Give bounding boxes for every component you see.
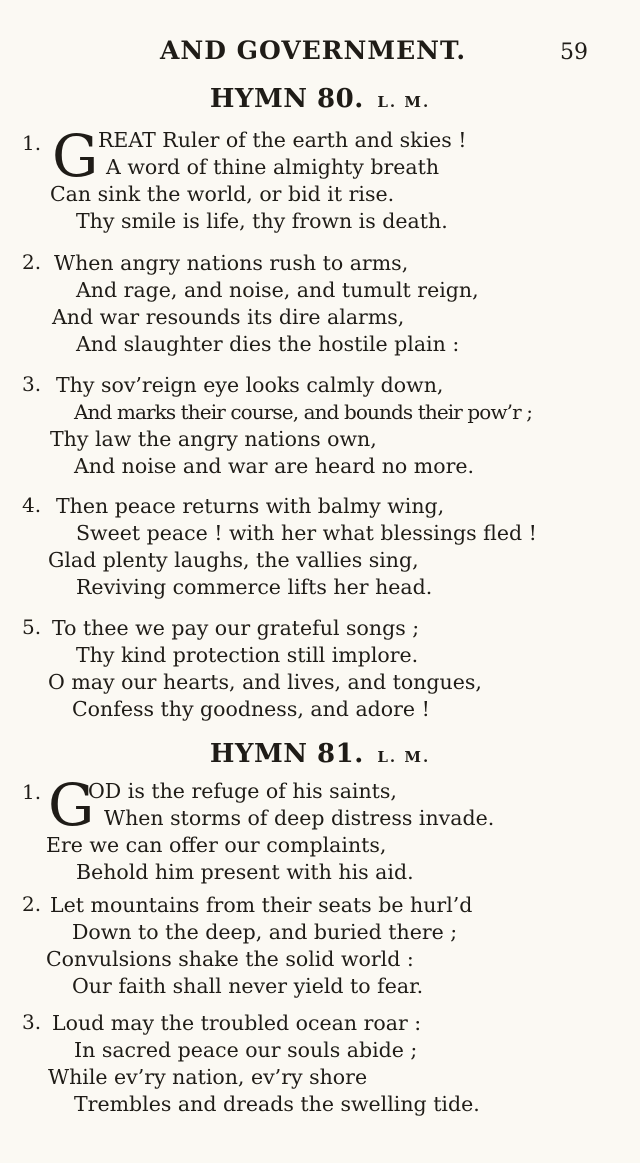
hymn-meter: L. M. [377,748,431,766]
hymn-title-text: HYMN 81. [209,739,364,769]
verse-line: And noise and war are heard no more. [74,454,475,478]
hymn-81-title [0,739,640,769]
drop-cap: G [52,122,99,190]
stanza-number: 3. [22,372,42,396]
verse-line: Reviving commerce lifts her head. [76,575,433,599]
stanza-number: 2. [22,250,42,274]
verse-line: A word of thine almighty breath [106,155,440,179]
verse-line: Thy law the angry nations own, [50,427,377,451]
verse-line: REAT Ruler of the earth and skies ! [98,128,467,152]
hymn-meter: L. M. [377,93,431,111]
verse-line: Loud may the troubled ocean roar : [52,1011,422,1035]
stanza-number: 5. [22,615,42,639]
verse-line: Convulsions shake the solid world : [46,947,414,971]
stanza-number: 4. [22,493,42,517]
verse-line: OD is the refuge of his saints, [88,779,397,803]
verse-line: Confess thy goodness, and adore ! [72,697,430,721]
verse-line: Down to the deep, and buried there ; [72,920,458,944]
page-number: 59 [560,40,588,65]
verse-line: Can sink the world, or bid it rise. [50,182,395,206]
running-head [0,36,640,70]
verse-line: Behold him present with his aid. [76,860,414,884]
verse-line: Thy kind protection still implore. [76,643,419,667]
hymn-80-title [0,84,640,114]
verse-line: When angry nations rush to arms, [54,251,409,275]
verse-line: Our faith shall never yield to fear. [72,974,424,998]
verse-line: To thee we pay our grateful songs ; [52,616,420,640]
drop-cap: G [48,771,95,839]
verse-line: And marks their course, and bounds their pow’r ; [74,400,533,424]
verse-line: And rage, and noise, and tumult reign, [76,278,479,302]
stanza-number: 1. [22,131,42,155]
verse-line: Thy sov’reign eye looks calmly down, [56,373,444,397]
stanza-number: 3. [22,1010,42,1034]
verse-line: And war resounds its dire alarms, [52,305,405,329]
verse-line: Sweet peace ! with her what blessings fled ! [76,521,537,545]
stanza-number: 1. [22,780,42,804]
verse-line: In sacred peace our souls abide ; [74,1038,418,1062]
verse-line: Ere we can offer our complaints, [46,833,387,857]
stanza-number: 2. [22,892,42,916]
verse-line: Thy smile is life, thy frown is death. [76,209,448,233]
verse-line: When storms of deep distress invade. [104,806,495,830]
verse-line: While ev’ry nation, ev’ry shore [48,1065,368,1089]
verse-line: And slaughter dies the hostile plain : [76,332,460,356]
verse-line: Trembles and dreads the swelling tide. [74,1092,480,1116]
verse-line: Glad plenty laughs, the vallies sing, [48,548,419,572]
hymn-title-text: HYMN 80. [209,84,364,114]
verse-line: O may our hearts, and lives, and tongues, [48,670,482,694]
running-title: AND GOVERNMENT. [160,36,467,65]
verse-line: Let mountains from their seats be hurl’d [50,893,473,917]
verse-line: Then peace returns with balmy wing, [56,494,445,518]
